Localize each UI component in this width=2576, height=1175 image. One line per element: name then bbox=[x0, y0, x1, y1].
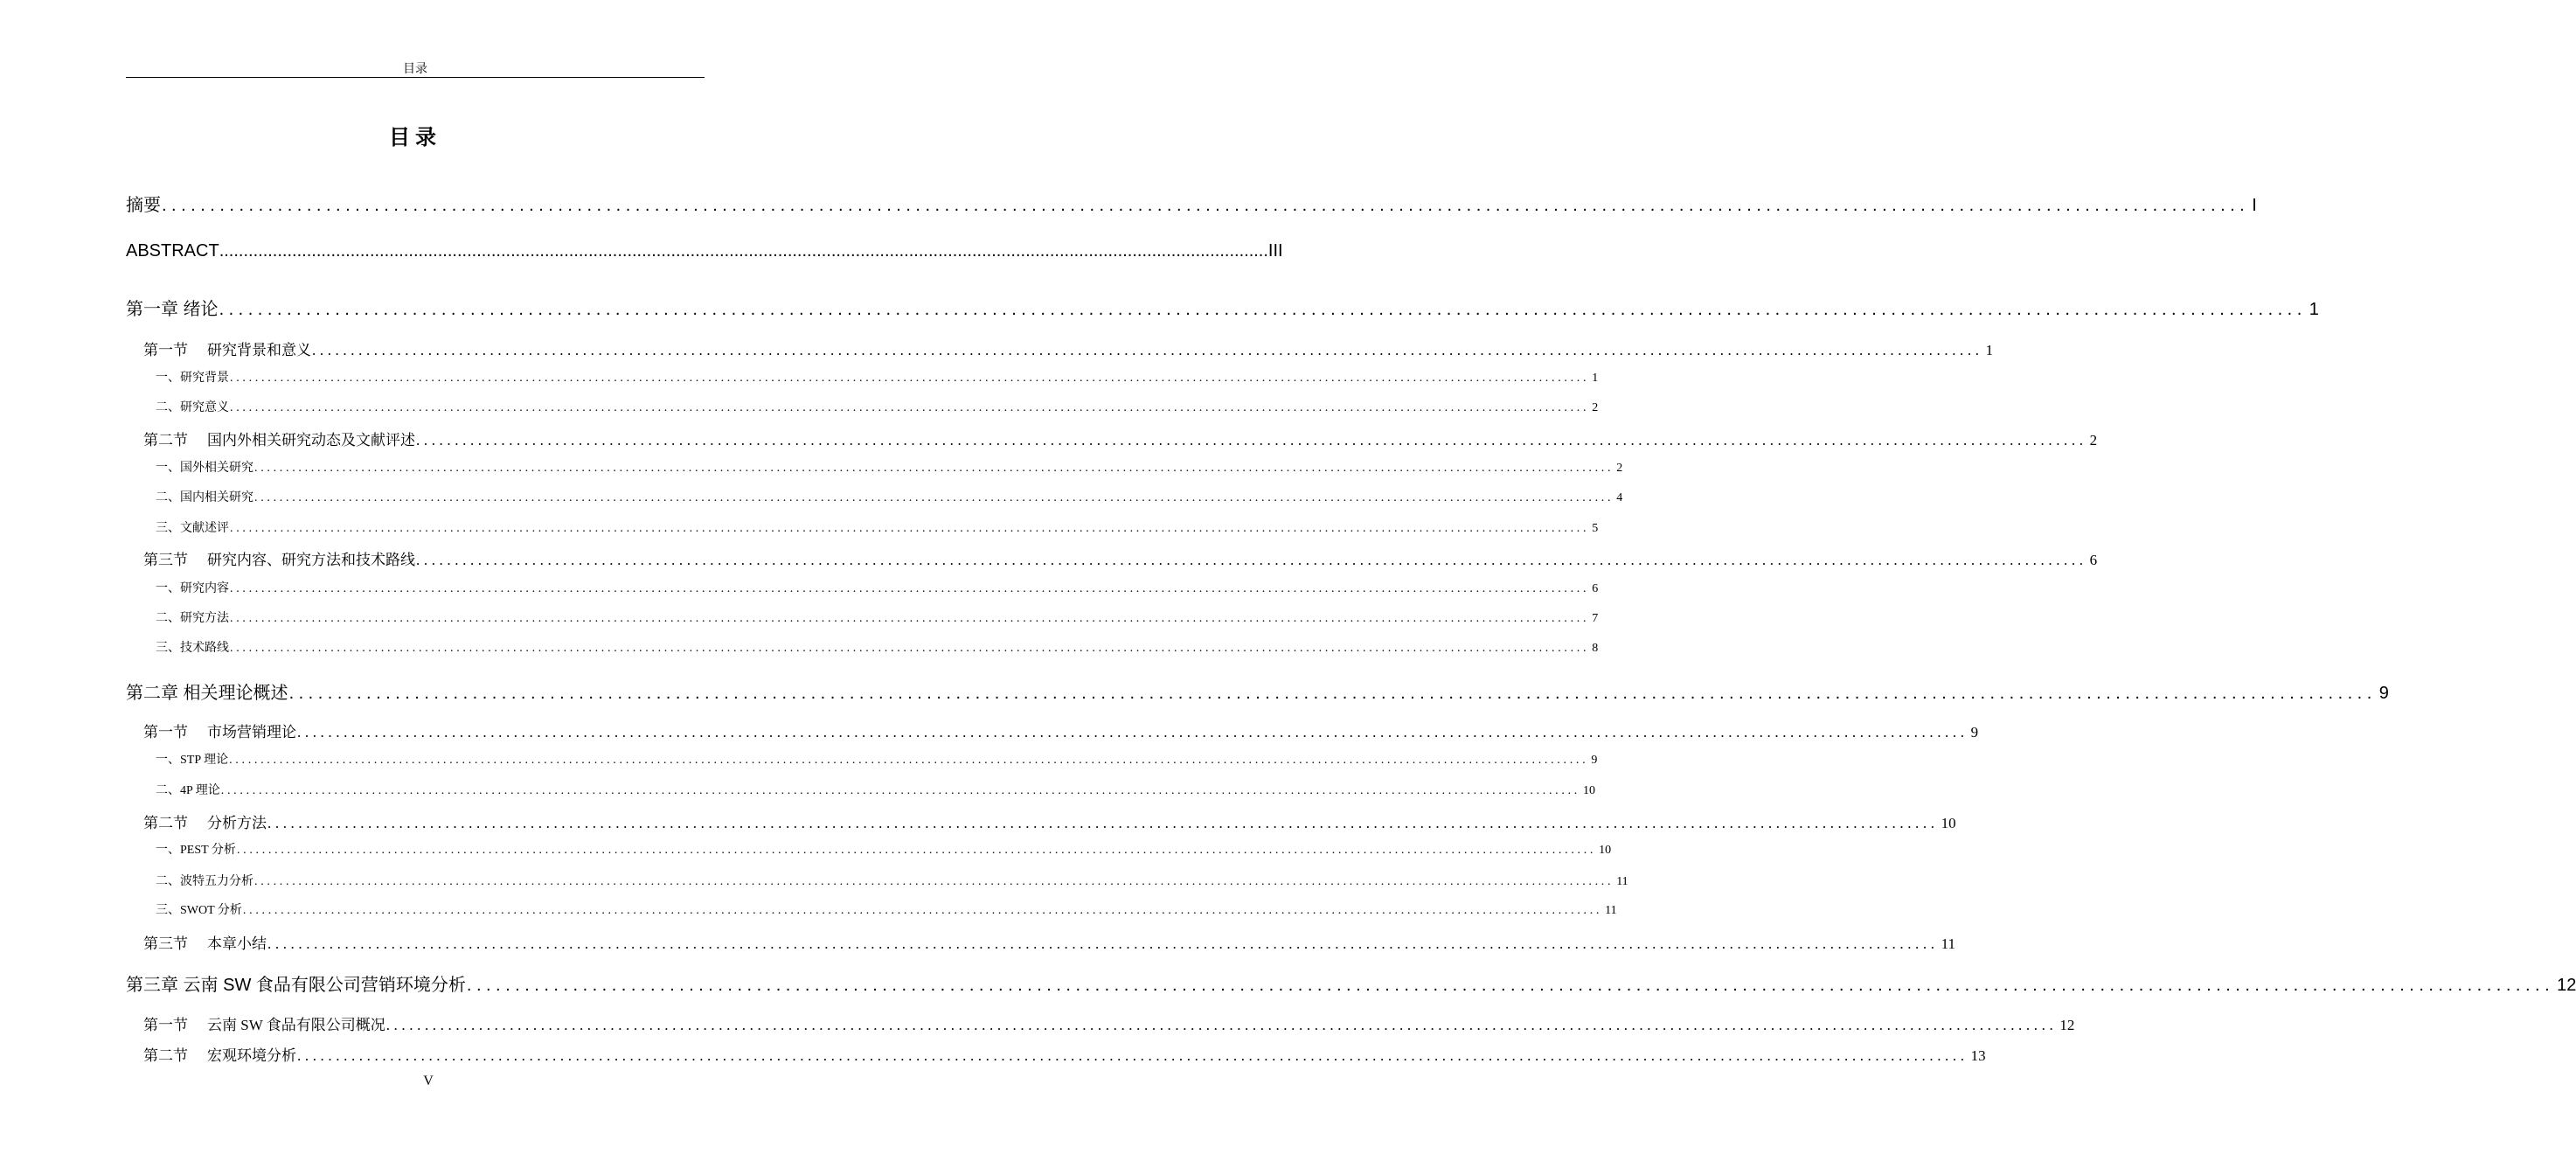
toc-page-number: 1 bbox=[1985, 342, 1994, 358]
toc-page-number: 10 bbox=[1941, 815, 1956, 831]
toc-page-number: 6 bbox=[1592, 582, 1599, 595]
toc-entry-chapter-3[interactable] bbox=[126, 970, 2576, 996]
section-title: 宏观环境分析 bbox=[207, 1047, 296, 1064]
dot-leader: ........................................................................................................................................................................................................................ bbox=[229, 754, 1589, 767]
toc-page-number: 1 bbox=[1592, 372, 1599, 385]
toc-entry-section[interactable] bbox=[143, 720, 1979, 741]
toc-entry-section[interactable] bbox=[143, 1043, 1986, 1065]
dot-leader: ........................................................................................................................................................................................................................ bbox=[162, 196, 2250, 215]
toc-entry-label: 第二章 相关理论概述 bbox=[126, 684, 288, 703]
page-number: V bbox=[423, 1074, 434, 1088]
toc-entry-label: 二、波特五力分析 bbox=[156, 875, 253, 888]
toc-entry-label: 二、4P 理论 bbox=[156, 784, 220, 797]
dot-leader: ........................................................................................................................................................................................................................ bbox=[416, 432, 2087, 448]
dot-leader: ........................................................................................................................................................................................................................ bbox=[220, 784, 1580, 797]
toc-entry-subsection[interactable] bbox=[156, 368, 1599, 386]
toc-page-number: 10 bbox=[1582, 784, 1595, 797]
toc-page-number: 9 bbox=[1970, 724, 1979, 740]
toc-page-number: 8 bbox=[1592, 642, 1599, 655]
toc-entry-section[interactable] bbox=[143, 337, 1994, 359]
toc-page-number: 2 bbox=[1592, 401, 1599, 414]
toc-entry-label: 二、研究方法 bbox=[156, 612, 229, 625]
toc-entry-label: 一、PEST 分析 bbox=[156, 844, 236, 857]
section-title: 国内外相关研究动态及文献评述 bbox=[207, 432, 415, 448]
toc-page-number: 12 bbox=[2557, 976, 2576, 995]
toc-entry-subsection[interactable] bbox=[156, 579, 1599, 596]
toc-page-number: 2 bbox=[1616, 462, 1623, 475]
toc-page-number: 13 bbox=[1970, 1047, 1986, 1064]
toc-page-number: 11 bbox=[1605, 904, 1617, 917]
dot-leader: ........................................................................................................................................................................................................................ bbox=[254, 462, 1614, 475]
section-number: 第二节 bbox=[143, 1047, 188, 1064]
toc-entry-subsection[interactable] bbox=[156, 608, 1599, 626]
toc-entry-label: 三、技术路线 bbox=[156, 642, 229, 655]
dot-leader: ........................................................................................................................................................................................................................ bbox=[230, 401, 1590, 414]
toc-entry-subsection[interactable] bbox=[156, 840, 1612, 858]
section-title: 分析方法 bbox=[207, 815, 267, 831]
toc-page-number: III bbox=[1267, 241, 1283, 261]
section-number: 第一节 bbox=[143, 724, 188, 740]
toc-page-number: 9 bbox=[1591, 754, 1598, 767]
toc-entry-abstract-en[interactable] bbox=[126, 241, 1283, 261]
toc-page-number: 7 bbox=[1592, 612, 1599, 625]
toc-entry-subsection[interactable] bbox=[156, 488, 1623, 505]
toc-entry-label: 第三章 云南 SW 食品有限公司营销环境分析 bbox=[126, 976, 466, 995]
dot-leader: ........................................................................................................................................................................................................................ bbox=[466, 976, 2555, 995]
toc-page-number: 5 bbox=[1592, 522, 1599, 535]
dot-leader: ........................................................................................................................................................................................................................ bbox=[312, 342, 1983, 358]
toc-entry-subsection[interactable] bbox=[156, 872, 1628, 889]
toc-entry-section[interactable] bbox=[143, 428, 2098, 449]
dot-leader: ........................................................................................................................................................................................................................ bbox=[242, 904, 1603, 917]
toc-entry-section[interactable] bbox=[143, 931, 1955, 953]
toc-entry-abstract-cn[interactable] bbox=[126, 191, 2257, 216]
section-number: 第一节 bbox=[143, 1017, 188, 1033]
dot-leader: ........................................................................................................................................................................................................................ bbox=[219, 300, 2307, 319]
dot-leader: ........................................................................................................................................................................................................................ bbox=[230, 522, 1590, 535]
dot-leader: ........................................................................................................................................................................................................................ bbox=[254, 875, 1614, 888]
toc-entry-section[interactable] bbox=[143, 810, 1956, 832]
toc-page-number: 2 bbox=[2089, 432, 2098, 448]
running-header: 目录 bbox=[403, 62, 427, 76]
toc-entry-subsection[interactable] bbox=[156, 750, 1598, 768]
dot-leader: ........................................................................................................................................................................................................................ bbox=[416, 552, 2087, 568]
dot-leader: ........................................................................................................................................................................................................................ bbox=[254, 491, 1614, 504]
toc-entry-subsection[interactable] bbox=[156, 638, 1599, 656]
section-title: 市场营销理论 bbox=[207, 724, 296, 740]
toc-page-number: I bbox=[2252, 196, 2257, 215]
section-number: 第二节 bbox=[143, 432, 188, 448]
section-title: 云南 SW 食品有限公司概况 bbox=[207, 1017, 385, 1033]
toc-page-number: 12 bbox=[2059, 1017, 2075, 1033]
dot-leader: ........................................................................................................................................................................................................................ bbox=[230, 642, 1590, 655]
toc-title: 目录 bbox=[389, 125, 441, 149]
dot-leader: ........................................................................................................................................................................................................................ bbox=[230, 612, 1590, 625]
toc-entry-label: 第一章 绪论 bbox=[126, 300, 219, 319]
toc-entry-subsection[interactable] bbox=[156, 781, 1595, 798]
dot-leader: ........................................................................................................................................................................................................................ bbox=[288, 684, 2377, 703]
section-title: 研究背景和意义 bbox=[207, 342, 311, 358]
toc-page-number: 10 bbox=[1599, 844, 1612, 857]
toc-entry-section[interactable] bbox=[143, 547, 2098, 569]
section-number: 第二节 bbox=[143, 815, 188, 831]
toc-page-number: 11 bbox=[1941, 935, 1955, 952]
toc-page-number: 4 bbox=[1616, 491, 1623, 504]
dot-leader: ........................................................................................................................................................................................................................ bbox=[236, 844, 1597, 857]
toc-entry-label: 一、国外相关研究 bbox=[156, 462, 253, 475]
toc-entry-label: 三、文献述评 bbox=[156, 522, 229, 535]
toc-entry-subsection[interactable] bbox=[156, 518, 1599, 536]
toc-entry-label: ABSTRACT bbox=[126, 241, 219, 261]
toc-entry-subsection[interactable] bbox=[156, 398, 1599, 415]
toc-page-number: 6 bbox=[2089, 552, 2098, 568]
toc-entry-label: 摘要 bbox=[126, 196, 161, 215]
dot-leader: ........................................................................................................................................................................................................................ bbox=[267, 815, 1939, 831]
section-number: 第三节 bbox=[143, 552, 188, 568]
dot-leader: ........................................................................................................................................................................................................................ bbox=[230, 372, 1590, 385]
toc-entry-label: 三、SWOT 分析 bbox=[156, 904, 242, 917]
section-number: 第一节 bbox=[143, 342, 188, 358]
dot-leader: ........................................................................................................................................................................................................................ bbox=[219, 241, 1268, 261]
section-title: 研究内容、研究方法和技术路线 bbox=[207, 552, 415, 568]
section-number: 第三节 bbox=[143, 935, 188, 952]
dot-leader: ........................................................................................................................................................................................................................ bbox=[267, 935, 1939, 952]
dot-leader: ........................................................................................................................................................................................................................ bbox=[230, 582, 1590, 595]
toc-page-number: 9 bbox=[2378, 684, 2389, 703]
toc-entry-subsection[interactable] bbox=[156, 458, 1623, 476]
dot-leader: ........................................................................................................................................................................................................................ bbox=[297, 724, 1968, 740]
toc-page-number: 11 bbox=[1616, 875, 1628, 888]
dot-leader: ........................................................................................................................................................................................................................ bbox=[297, 1047, 1968, 1064]
toc-entry-subsection[interactable] bbox=[156, 900, 1617, 918]
toc-entry-label: 二、研究意义 bbox=[156, 401, 229, 414]
toc-entry-label: 二、国内相关研究 bbox=[156, 491, 253, 504]
toc-entry-chapter-1[interactable] bbox=[126, 295, 2319, 320]
toc-entry-label: 一、STP 理论 bbox=[156, 754, 229, 767]
toc-entry-label: 一、研究背景 bbox=[156, 372, 229, 385]
section-title: 本章小结 bbox=[207, 935, 267, 952]
toc-entry-label: 一、研究内容 bbox=[156, 582, 229, 595]
toc-entry-chapter-2[interactable] bbox=[126, 678, 2389, 704]
toc-entry-section[interactable] bbox=[143, 1012, 2075, 1034]
dot-leader: ........................................................................................................................................................................................................................ bbox=[385, 1017, 2058, 1033]
toc-page-number: 1 bbox=[2309, 300, 2319, 319]
header-rule bbox=[126, 77, 705, 78]
